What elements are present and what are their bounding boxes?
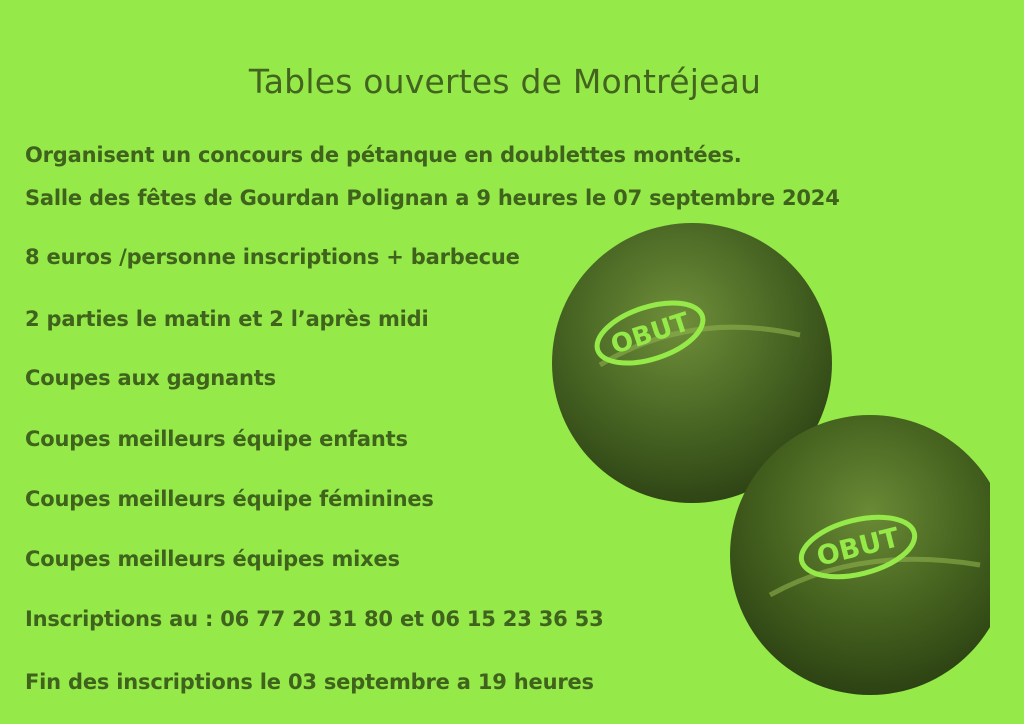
line-organisent: Organisent un concours de pétanque en doublettes montées. [25, 143, 742, 167]
line-inscriptions-phone: Inscriptions au : 06 77 20 31 80 et 06 15 23 36 53 [25, 607, 604, 631]
line-coupes-gagnants: Coupes aux gagnants [25, 366, 276, 390]
line-parties: 2 parties le matin et 2 l’après midi [25, 307, 429, 331]
line-price: 8 euros /personne inscriptions + barbecue [25, 245, 520, 269]
line-fin-inscriptions: Fin des inscriptions le 03 septembre a 19 heures [25, 670, 594, 694]
obut-logo: OBUT [607, 307, 694, 361]
line-coupes-mixes: Coupes meilleurs équipes mixes [25, 547, 400, 571]
petanque-balls-icon [540, 215, 990, 705]
line-venue-date: Salle des fêtes de Gourdan Polignan a 9 heures le 07 septembre 2024 [25, 186, 840, 210]
line-coupes-feminines: Coupes meilleurs équipe féminines [25, 487, 434, 511]
flyer-title: Tables ouvertes de Montréjeau [248, 62, 762, 101]
line-coupes-enfants: Coupes meilleurs équipe enfants [25, 427, 408, 451]
obut-logo: OBUT [813, 522, 903, 573]
